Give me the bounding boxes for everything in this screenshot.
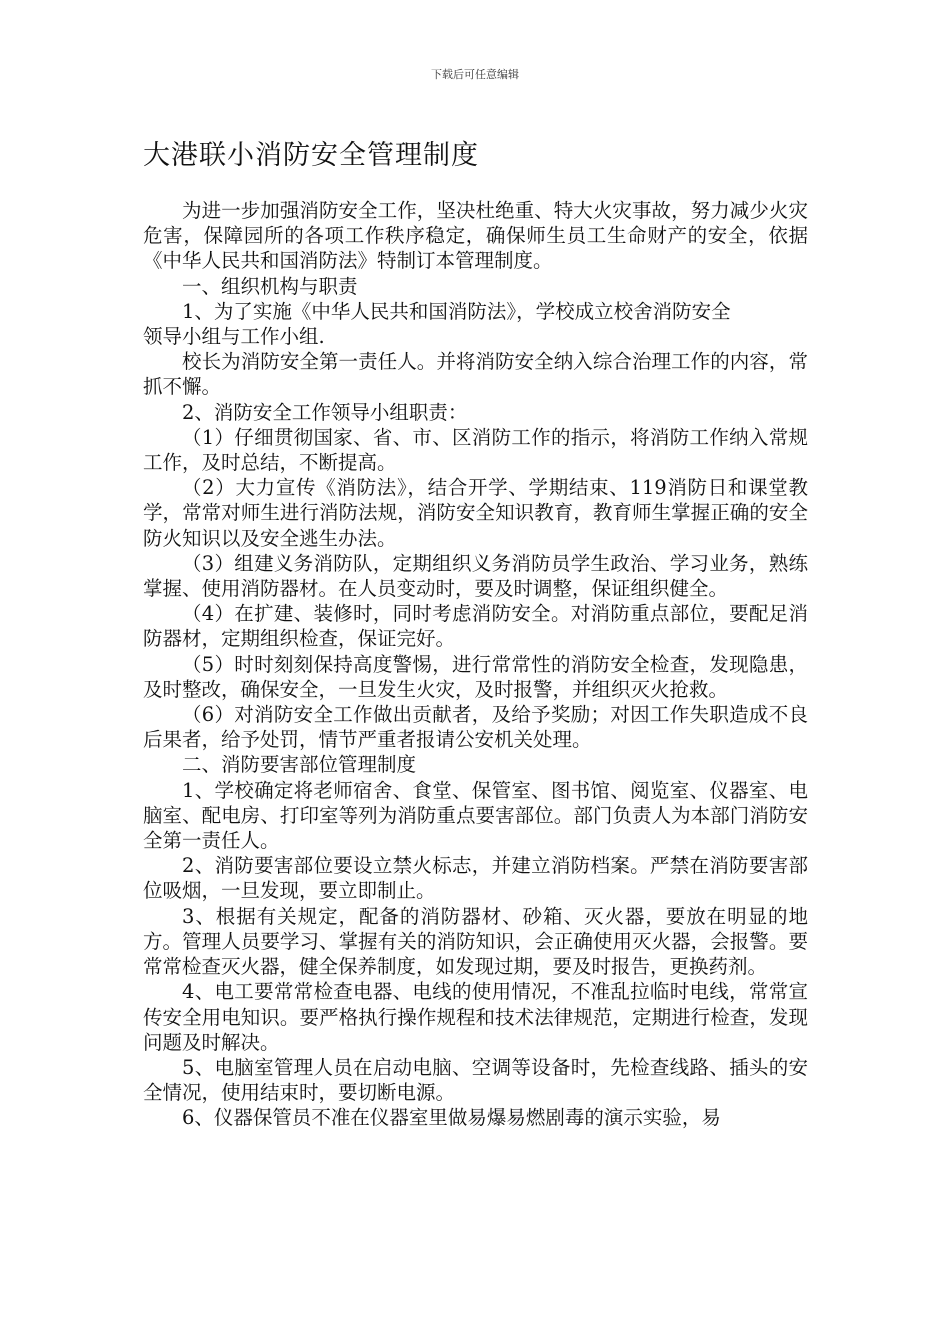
paragraph-key-1: 1、学校确定将老师宿舍、食堂、保管室、图书馆、阅览室、仪器室、电脑室、配电房、打印室等列为消防重点要害部位。部门负责人为本部门消防安全第一责任人。	[143, 778, 808, 853]
paragraph-item-1-part1: 1、为了实施《中华人民共和国消防法》，学校成立校舍消防安全	[182, 299, 731, 323]
paragraph-duty-5: （5）时时刻刻保持高度警惕，进行常常性的消防安全检查，发现隐患，及时整改，确保安全，一旦发生火灾，及时报警，并组织灭火抢救。	[143, 652, 808, 701]
document-title: 大港联小消防安全管理制度	[143, 140, 479, 171]
paragraph-item-2: 2、消防安全工作领导小组职责：	[182, 400, 468, 424]
section-heading-key-areas: 二、消防要害部位管理制度	[182, 753, 417, 777]
paragraph-key-4: 4、电工要常常检查电器、电线的使用情况，不准乱拉临时电线，常常宣传安全用电知识。要严格执行操作规程和技术法律规范，定期进行检查，发现问题及时解决。	[143, 980, 808, 1054]
paragraph-key-5: 5、电脑室管理人员在启动电脑、空调等设备时，先检查线路、插头的安全情况，使用结束时，要切断电源。	[143, 1055, 808, 1105]
page-header-note: 下载后可任意编辑	[431, 68, 519, 81]
paragraph-duty-4: （4）在扩建、装修时，同时考虑消防安全。对消防重点部位，要配足消防器材，定期组织检查，保证完好。	[143, 602, 808, 651]
document-body	[143, 198, 808, 1131]
paragraph-key-2: 2、消防要害部位要设立禁火标志，并建立消防档案。严禁在消防要害部位吸烟，一旦发现，要立即制止。	[143, 854, 808, 903]
paragraph-key-6: 6、仪器保管员不准在仪器室里做易爆易燃剧毒的演示实验，易	[182, 1106, 721, 1130]
paragraph-duty-1: （1）仔细贯彻国家、省、市、区消防工作的指示，将消防工作纳入常规工作，及时总结，不断提高。	[143, 425, 808, 475]
paragraph-item-1-part2: 领导小组与工作小组.	[143, 325, 325, 349]
paragraph-intro: 为进一步加强消防安全工作，坚决杜绝重、特大火灾事故，努力减少火灾危害，保障园所的各项工作秩序稳定，确保师生员工生命财产的安全，依据《中华人民共和国消防法》特制订本管理制度。	[143, 199, 808, 273]
paragraph-key-3: 3、根据有关规定，配备的消防器材、砂箱、灭火器，要放在明显的地方。管理人员要学习、掌握有关的消防知识，会正确使用灭火器，会报警。要常常检查灭火器，健全保养制度，如发现过期，要及时报告，更换药剂。	[143, 904, 808, 979]
paragraph-duty-2: （2）大力宣传《消防法》，结合开学、学期结束、119消防日和课堂教学，常常对师生进行消防法规，消防安全知识教育，教育师生掌握正确的安全防火知识以及安全逃生办法。	[143, 476, 808, 550]
section-heading-organization: 一、组织机构与职责	[182, 274, 358, 298]
paragraph-duty-6: （6）对消防安全工作做出贡献者，及给予奖励；对因工作失职造成不良后果者，给予处罚，情节严重者报请公安机关处理。	[143, 703, 808, 752]
paragraph-duty-3: （3）组建义务消防队，定期组织义务消防员学生政治、学习业务，熟练掌握、使用消防器材。在人员变动时，要及时调整，保证组织健全。	[143, 551, 808, 601]
paragraph-principal: 校长为消防安全第一责任人。并将消防安全纳入综合治理工作的内容，常抓不懈。	[143, 350, 808, 399]
